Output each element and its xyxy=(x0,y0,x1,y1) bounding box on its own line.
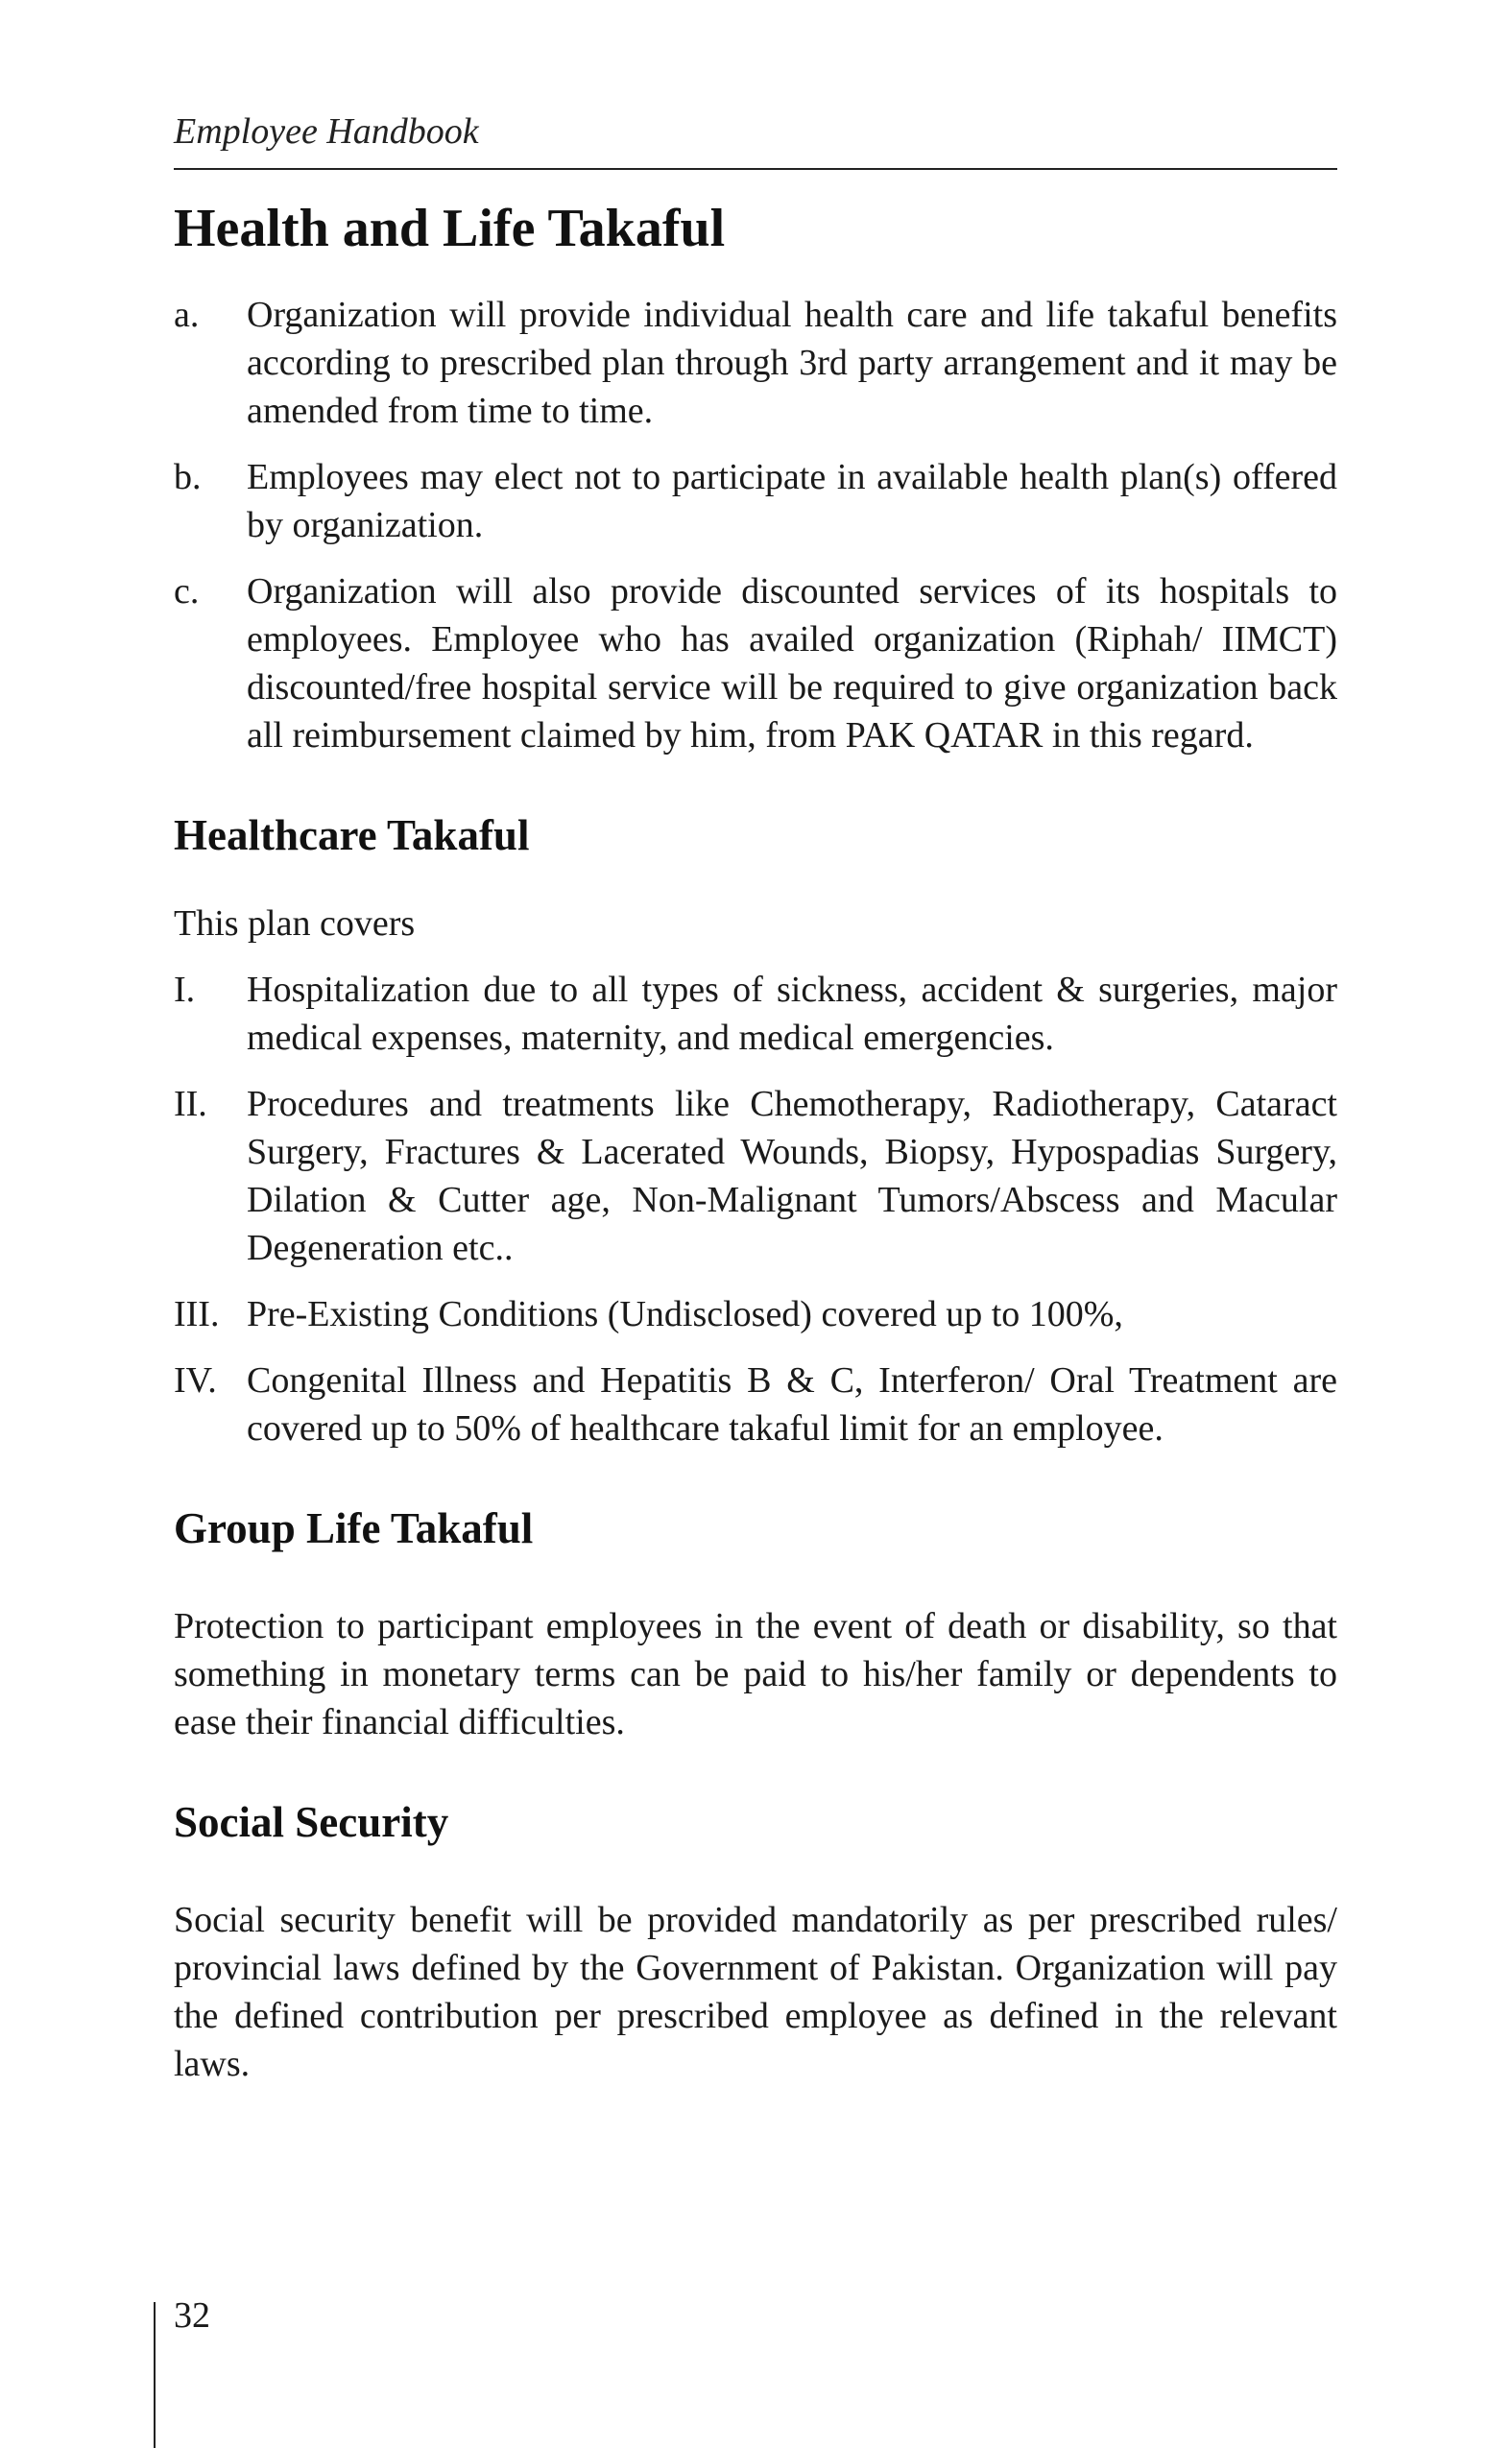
list-marker: III. xyxy=(174,1294,220,1335)
list-item-text: Organization will provide individual health care and life takaful benefits according to prescribed plan through 3rd party arrangement and it may be amended from time to time. xyxy=(247,295,1337,432)
section-title-social-security: Social Security xyxy=(174,1797,449,1846)
section-title-healthcare: Healthcare Takaful xyxy=(174,811,530,860)
list-marker: a. xyxy=(174,295,200,336)
list-item-text: Procedures and treatments like Chemotherapy, Radiotherapy, Cataract Surgery, Fractures & Lacerated Wounds, Biopsy, Hypospadias Surgery, Dilation & Cutter age, Non-Malignant Tumors/Abscess and Macular Degeneration etc.. xyxy=(247,1084,1337,1269)
health-life-list xyxy=(174,291,1337,759)
list-marker: c. xyxy=(174,571,200,612)
page-number: 32 xyxy=(174,2295,210,2336)
list-item xyxy=(174,291,1337,435)
list-marker: b. xyxy=(174,457,202,498)
list-item-text: Hospitalization due to all types of sickness, accident & surgeries, major medical expenses, maternity, and medical emergencies. xyxy=(247,970,1337,1059)
list-item xyxy=(174,453,1337,549)
group-life-paragraph: Protection to participant employees in the event of death or disability, so that something in monetary terms can be paid to his/her family or dependents to ease their financial difficulties. xyxy=(174,1605,1337,1742)
page-content xyxy=(174,198,1337,2088)
list-marker: II. xyxy=(174,1084,207,1125)
list-item-text: Pre-Existing Conditions (Undisclosed) covered up to 100%, xyxy=(247,1294,1123,1335)
list-marker: IV. xyxy=(174,1360,217,1402)
footer-margin-rule xyxy=(154,2302,156,2448)
list-marker: I. xyxy=(174,970,196,1011)
list-item xyxy=(174,966,1337,1062)
header-rule xyxy=(174,168,1337,170)
list-item-text: Organization will also provide discounted services of its hospitals to employees. Employee who has availed organization (Riphah/ IIMCT) discounted/free hospital service will be required to give organization back all reimbursement claimed by him, from PAK QATAR in this regard. xyxy=(247,571,1337,756)
healthcare-list xyxy=(174,966,1337,1452)
social-security-paragraph: Social security benefit will be provided mandatorily as per prescribed rules/ provincial laws defined by the Government of Pakistan. Organization will pay the defined contribution per prescribed employee as defined in the relevant laws. xyxy=(174,1899,1337,2084)
healthcare-intro: This plan covers xyxy=(174,903,416,945)
list-item-text: Employees may elect not to participate in available health plan(s) offered by organization. xyxy=(247,457,1337,546)
list-item-text: Congenital Illness and Hepatitis B & C, Interferon/ Oral Treatment are covered up to 50% of healthcare takaful limit for an employee. xyxy=(247,1360,1337,1450)
list-item xyxy=(174,1290,1337,1338)
section-title-group-life: Group Life Takaful xyxy=(174,1504,534,1553)
list-item xyxy=(174,1356,1337,1452)
list-item xyxy=(174,1080,1337,1272)
page-title: Health and Life Takaful xyxy=(174,199,726,258)
list-item xyxy=(174,567,1337,759)
running-header: Employee Handbook xyxy=(174,111,479,152)
